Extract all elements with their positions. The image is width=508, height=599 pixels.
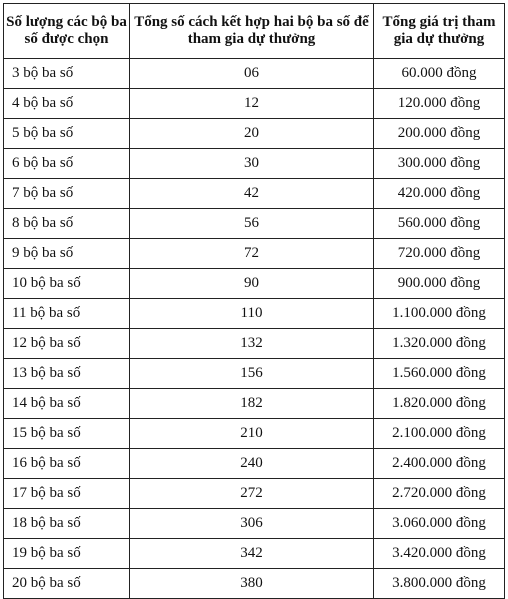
table-row	[4, 239, 505, 269]
cell-total-value: 3.800.000 đồng	[374, 569, 505, 599]
cell-number-of-sets: 20 bộ ba số	[4, 569, 130, 599]
cell-total-value: 420.000 đồng	[374, 179, 505, 209]
cell-number-of-sets: 14 bộ ba số	[4, 389, 130, 419]
cell-total-combinations: 56	[130, 209, 374, 239]
cell-total-value: 1.560.000 đồng	[374, 359, 505, 389]
table-body	[4, 59, 505, 599]
cell-total-combinations: 210	[130, 419, 374, 449]
cell-total-value: 2.100.000 đồng	[374, 419, 505, 449]
cell-number-of-sets: 6 bộ ba số	[4, 149, 130, 179]
table-header-row	[4, 4, 505, 59]
cell-total-combinations: 156	[130, 359, 374, 389]
cell-total-combinations: 06	[130, 59, 374, 89]
cell-total-value: 120.000 đồng	[374, 89, 505, 119]
table-row	[4, 389, 505, 419]
cell-number-of-sets: 8 bộ ba số	[4, 209, 130, 239]
cell-total-combinations: 306	[130, 509, 374, 539]
table-row	[4, 539, 505, 569]
cell-total-combinations: 12	[130, 89, 374, 119]
table-row	[4, 329, 505, 359]
table-row	[4, 149, 505, 179]
table-row	[4, 359, 505, 389]
table-row	[4, 569, 505, 599]
cell-total-value: 1.820.000 đồng	[374, 389, 505, 419]
table-row	[4, 89, 505, 119]
cell-total-value: 560.000 đồng	[374, 209, 505, 239]
cell-total-combinations: 240	[130, 449, 374, 479]
cell-number-of-sets: 13 bộ ba số	[4, 359, 130, 389]
table-row	[4, 179, 505, 209]
table-row	[4, 449, 505, 479]
table-row	[4, 509, 505, 539]
table-row	[4, 269, 505, 299]
cell-total-combinations: 342	[130, 539, 374, 569]
cell-total-value: 3.060.000 đồng	[374, 509, 505, 539]
cell-number-of-sets: 9 bộ ba số	[4, 239, 130, 269]
cell-total-combinations: 90	[130, 269, 374, 299]
cell-total-combinations: 272	[130, 479, 374, 509]
cell-total-value: 200.000 đồng	[374, 119, 505, 149]
cell-total-combinations: 182	[130, 389, 374, 419]
cell-number-of-sets: 11 bộ ba số	[4, 299, 130, 329]
cell-number-of-sets: 15 bộ ba số	[4, 419, 130, 449]
header-total-value: Tổng giá trị tham gia dự thưởng	[374, 4, 505, 59]
header-number-of-sets: Số lượng các bộ ba số được chọn	[4, 4, 130, 59]
cell-total-combinations: 132	[130, 329, 374, 359]
cell-number-of-sets: 18 bộ ba số	[4, 509, 130, 539]
cell-total-value: 900.000 đồng	[374, 269, 505, 299]
table-row	[4, 119, 505, 149]
cell-number-of-sets: 7 bộ ba số	[4, 179, 130, 209]
cell-total-combinations: 42	[130, 179, 374, 209]
cell-number-of-sets: 17 bộ ba số	[4, 479, 130, 509]
cell-number-of-sets: 4 bộ ba số	[4, 89, 130, 119]
cell-total-value: 720.000 đồng	[374, 239, 505, 269]
cell-number-of-sets: 19 bộ ba số	[4, 539, 130, 569]
cell-total-combinations: 110	[130, 299, 374, 329]
cell-number-of-sets: 5 bộ ba số	[4, 119, 130, 149]
cell-total-value: 2.720.000 đồng	[374, 479, 505, 509]
table-row	[4, 299, 505, 329]
table-row	[4, 479, 505, 509]
header-total-combinations: Tổng số cách kết hợp hai bộ ba số để tham gia dự thưởng	[130, 4, 374, 59]
table-row	[4, 209, 505, 239]
cell-number-of-sets: 16 bộ ba số	[4, 449, 130, 479]
cell-total-combinations: 20	[130, 119, 374, 149]
cell-total-value: 60.000 đồng	[374, 59, 505, 89]
cell-number-of-sets: 10 bộ ba số	[4, 269, 130, 299]
table-row	[4, 419, 505, 449]
cell-total-value: 1.100.000 đồng	[374, 299, 505, 329]
cell-total-combinations: 72	[130, 239, 374, 269]
cell-number-of-sets: 3 bộ ba số	[4, 59, 130, 89]
combination-price-table	[3, 3, 505, 599]
cell-total-combinations: 30	[130, 149, 374, 179]
cell-total-value: 3.420.000 đồng	[374, 539, 505, 569]
cell-total-value: 300.000 đồng	[374, 149, 505, 179]
cell-total-value: 2.400.000 đồng	[374, 449, 505, 479]
table-row	[4, 59, 505, 89]
combination-price-table-container	[3, 3, 504, 599]
cell-total-value: 1.320.000 đồng	[374, 329, 505, 359]
cell-number-of-sets: 12 bộ ba số	[4, 329, 130, 359]
cell-total-combinations: 380	[130, 569, 374, 599]
